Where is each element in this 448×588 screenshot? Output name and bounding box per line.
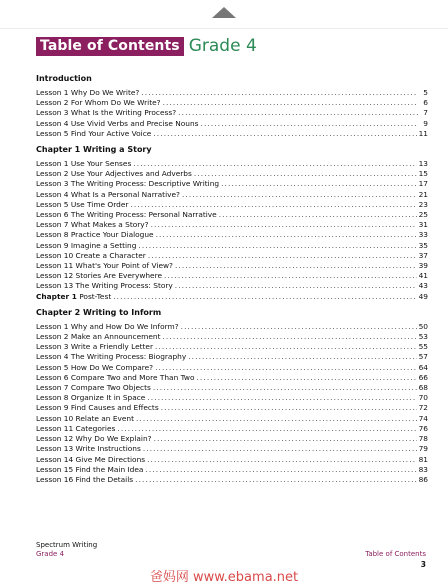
dot-leader	[113, 292, 416, 302]
toc-entry[interactable]	[36, 281, 428, 291]
toc-entry-label: Lesson 2 Make an Announcement	[36, 332, 161, 342]
dot-leader	[145, 465, 416, 475]
toc-entry[interactable]	[36, 332, 428, 342]
dot-leader	[219, 210, 417, 220]
table-of-contents	[36, 73, 428, 485]
toc-entry-label: Lesson 6 Compare Two and More Than Two	[36, 372, 195, 382]
dot-leader	[175, 261, 417, 271]
toc-entry-page: 76	[418, 423, 428, 433]
dot-leader	[156, 230, 417, 240]
toc-entry-page: 68	[418, 383, 428, 393]
dot-leader	[196, 373, 416, 383]
dot-leader	[130, 200, 416, 210]
toc-entry-page: 86	[418, 474, 428, 484]
dot-leader	[117, 424, 416, 434]
toc-entry-page: 15	[418, 169, 428, 179]
toc-entry-label: Lesson 8 Organize It in Space	[36, 393, 146, 403]
dot-leader	[163, 98, 418, 108]
toc-entry[interactable]	[36, 271, 428, 281]
toc-entry-label: Lesson 12 Stories Are Everywhere	[36, 271, 163, 281]
toc-entry-label: Lesson 11 Categories	[36, 423, 116, 433]
toc-entry[interactable]	[36, 444, 428, 454]
toc-entry-label: Lesson 5 Use Time Order	[36, 199, 129, 209]
toc-entry-page: 5	[423, 88, 428, 97]
dot-leader	[141, 88, 418, 98]
toc-entry[interactable]	[36, 292, 428, 302]
toc-entry[interactable]	[36, 119, 428, 129]
toc-entry[interactable]	[36, 322, 428, 332]
footer-grade: Grade 4	[36, 550, 65, 558]
toc-entry-label: Lesson 12 Why Do We Explain?	[36, 434, 152, 444]
toc-entry-label: Lesson 5 Find Your Active Voice	[36, 128, 152, 138]
toc-entry-page: 43	[418, 281, 428, 291]
toc-entry[interactable]	[36, 373, 428, 383]
dot-leader	[221, 179, 416, 189]
toc-entry-label: Lesson 16 Find the Details	[36, 474, 134, 484]
toc-entry-label: Lesson 6 The Writing Process: Personal Narrative	[36, 210, 217, 220]
toc-entry-label: Lesson 13 The Writing Process: Story	[36, 281, 173, 291]
watermark: 爸妈网 www.ebama.net	[149, 570, 299, 585]
dot-leader	[143, 444, 417, 454]
toc-entry[interactable]	[36, 363, 428, 373]
toc-entry-page: 72	[418, 403, 428, 413]
toc-entry[interactable]	[36, 88, 428, 98]
dot-leader	[155, 342, 417, 352]
toc-entry-label	[36, 292, 111, 302]
toc-entry[interactable]	[36, 220, 428, 230]
toc-entry[interactable]	[36, 251, 428, 261]
toc-entry-page: 39	[418, 261, 428, 271]
toc-entry[interactable]	[36, 465, 428, 475]
toc-entry-page: 83	[418, 464, 428, 474]
toc-entry[interactable]	[36, 159, 428, 169]
toc-entry-page: 53	[418, 332, 428, 342]
toc-entry-label: Lesson 11 What's Your Point of View?	[36, 261, 173, 271]
dot-leader	[136, 414, 417, 424]
toc-entry-label: Lesson 4 The Writing Process: Biography	[36, 352, 187, 362]
toc-entry-page: 23	[418, 199, 428, 209]
dot-leader	[153, 129, 416, 139]
page-title	[36, 37, 257, 56]
toc-entry[interactable]	[36, 261, 428, 271]
dot-leader	[151, 220, 417, 230]
toc-entry-label: Lesson 7 What Makes a Story?	[36, 220, 149, 230]
grade-label: Grade 4	[188, 36, 257, 56]
toc-entry-label: Lesson 2 For Whom Do We Write?	[36, 98, 161, 108]
toc-entry-page: 17	[418, 179, 428, 189]
scroll-up-arrow-icon[interactable]	[212, 7, 236, 18]
toc-entry[interactable]	[36, 424, 428, 434]
toc-entry-page: 70	[418, 393, 428, 403]
page-number: 3	[420, 560, 426, 569]
toc-entry-page: 21	[418, 189, 428, 199]
toc-entry-page: 7	[423, 108, 428, 118]
dot-leader	[162, 332, 416, 342]
toc-entry[interactable]	[36, 241, 428, 251]
dot-leader	[182, 190, 417, 200]
toc-entry-label: Lesson 1 Why Do We Write?	[36, 88, 140, 97]
toc-entry-label: Lesson 13 Write Instructions	[36, 444, 141, 454]
toc-entry[interactable]	[36, 200, 428, 210]
dot-leader	[153, 383, 417, 393]
toc-entry[interactable]	[36, 403, 428, 413]
toc-entry-label: Lesson 14 Give Me Directions	[36, 454, 146, 464]
dot-leader	[161, 403, 417, 413]
toc-entry-label: Lesson 3 What Is the Writing Process?	[36, 108, 177, 118]
toc-entry-page: 11	[418, 128, 428, 138]
toc-entry[interactable]	[36, 108, 428, 118]
toc-entry-label: Lesson 4 What Is a Personal Narrative?	[36, 189, 180, 199]
toc-entry-label: Lesson 3 The Writing Process: Descriptive Writing	[36, 179, 220, 189]
dot-leader	[147, 393, 416, 403]
toc-entry[interactable]	[36, 129, 428, 139]
dot-leader	[135, 475, 416, 485]
toc-entry-page: 31	[418, 220, 428, 230]
dot-leader	[155, 363, 416, 373]
toc-entry-label: Lesson 1 Use Your Senses	[36, 159, 132, 169]
section-heading: Introduction	[36, 74, 92, 83]
dot-leader	[201, 119, 418, 129]
toc-entry-page: 78	[418, 434, 428, 444]
toc-entry-chapter: Chapter 1	[36, 291, 77, 301]
toc-entry-label: Lesson 2 Use Your Adjectives and Adverbs	[36, 169, 192, 179]
toc-entry-page: 49	[418, 291, 428, 301]
toc-entry[interactable]	[36, 393, 428, 403]
top-toolbar	[0, 0, 448, 29]
title-box: Table of Contents	[36, 37, 184, 56]
toc-entry[interactable]	[36, 230, 428, 240]
section-heading: Chapter 1 Writing a Story	[36, 145, 152, 155]
toc-entry[interactable]	[36, 190, 428, 200]
dot-leader	[147, 455, 416, 465]
toc-entry-label: Lesson 7 Compare Two Objects	[36, 383, 151, 393]
toc-entry-page: 55	[418, 342, 428, 352]
toc-entry-label: Lesson 9 Find Causes and Effects	[36, 403, 159, 413]
toc-entry-label: Lesson 4 Use Vivid Verbs and Precise Nouns	[36, 118, 199, 128]
dot-leader	[194, 169, 417, 179]
toc-entry-page: 25	[418, 210, 428, 220]
toc-entry-page: 81	[418, 454, 428, 464]
toc-entry-page: 6	[423, 98, 428, 108]
toc-entry-page: 50	[418, 321, 428, 331]
toc-entry-page: 37	[418, 250, 428, 260]
toc-entry-page: 74	[418, 413, 428, 423]
toc-entry-label: Lesson 9 Imagine a Setting	[36, 240, 137, 250]
toc-entry-label: Lesson 3 Write a Friendly Letter	[36, 342, 154, 352]
toc-entry-page: 79	[418, 444, 428, 454]
toc-entry[interactable]	[36, 169, 428, 179]
toc-entry-label: Lesson 8 Practice Your Dialogue	[36, 230, 154, 240]
dot-leader	[181, 322, 417, 332]
toc-entry-page: 66	[418, 372, 428, 382]
toc-entry-label: Lesson 10 Relate an Event	[36, 413, 135, 423]
dot-leader	[148, 251, 417, 261]
toc-entry-label: Lesson 5 How Do We Compare?	[36, 362, 154, 372]
dot-leader	[175, 281, 417, 291]
toc-entry[interactable]	[36, 342, 428, 352]
toc-entry-page: 64	[418, 362, 428, 372]
toc-entry[interactable]	[36, 179, 428, 189]
toc-entry[interactable]	[36, 414, 428, 424]
toc-entry-label: Lesson 1 Why and How Do We Inform?	[36, 321, 179, 331]
dot-leader	[133, 159, 416, 169]
footer-series: Spectrum Writing	[36, 541, 98, 549]
toc-entry-label: Lesson 10 Create a Character	[36, 250, 146, 260]
toc-entry-page: 33	[418, 230, 428, 240]
toc-entry-page: 35	[418, 240, 428, 250]
toc-entry[interactable]	[36, 434, 428, 444]
dot-leader	[154, 434, 417, 444]
toc-entry-text: Post-Test	[76, 291, 112, 301]
toc-entry[interactable]	[36, 475, 428, 485]
toc-entry[interactable]	[36, 210, 428, 220]
dot-leader	[164, 271, 417, 281]
section-heading: Chapter 2 Writing to Inform	[36, 307, 162, 317]
toc-entry-page: 41	[418, 271, 428, 281]
toc-entry-label: Lesson 15 Find the Main Idea	[36, 464, 144, 474]
dot-leader	[188, 352, 416, 362]
footer-left	[36, 541, 97, 559]
dot-leader	[178, 108, 418, 118]
toc-entry-page: 57	[418, 352, 428, 362]
toc-entry-page: 9	[423, 118, 428, 128]
toc-entry[interactable]	[36, 352, 428, 362]
footer-right-label: Table of Contents	[365, 550, 426, 558]
toc-entry[interactable]	[36, 455, 428, 465]
dot-leader	[138, 241, 416, 251]
toc-entry[interactable]	[36, 98, 428, 108]
toc-entry[interactable]	[36, 383, 428, 393]
toc-entry-page: 13	[418, 159, 428, 169]
